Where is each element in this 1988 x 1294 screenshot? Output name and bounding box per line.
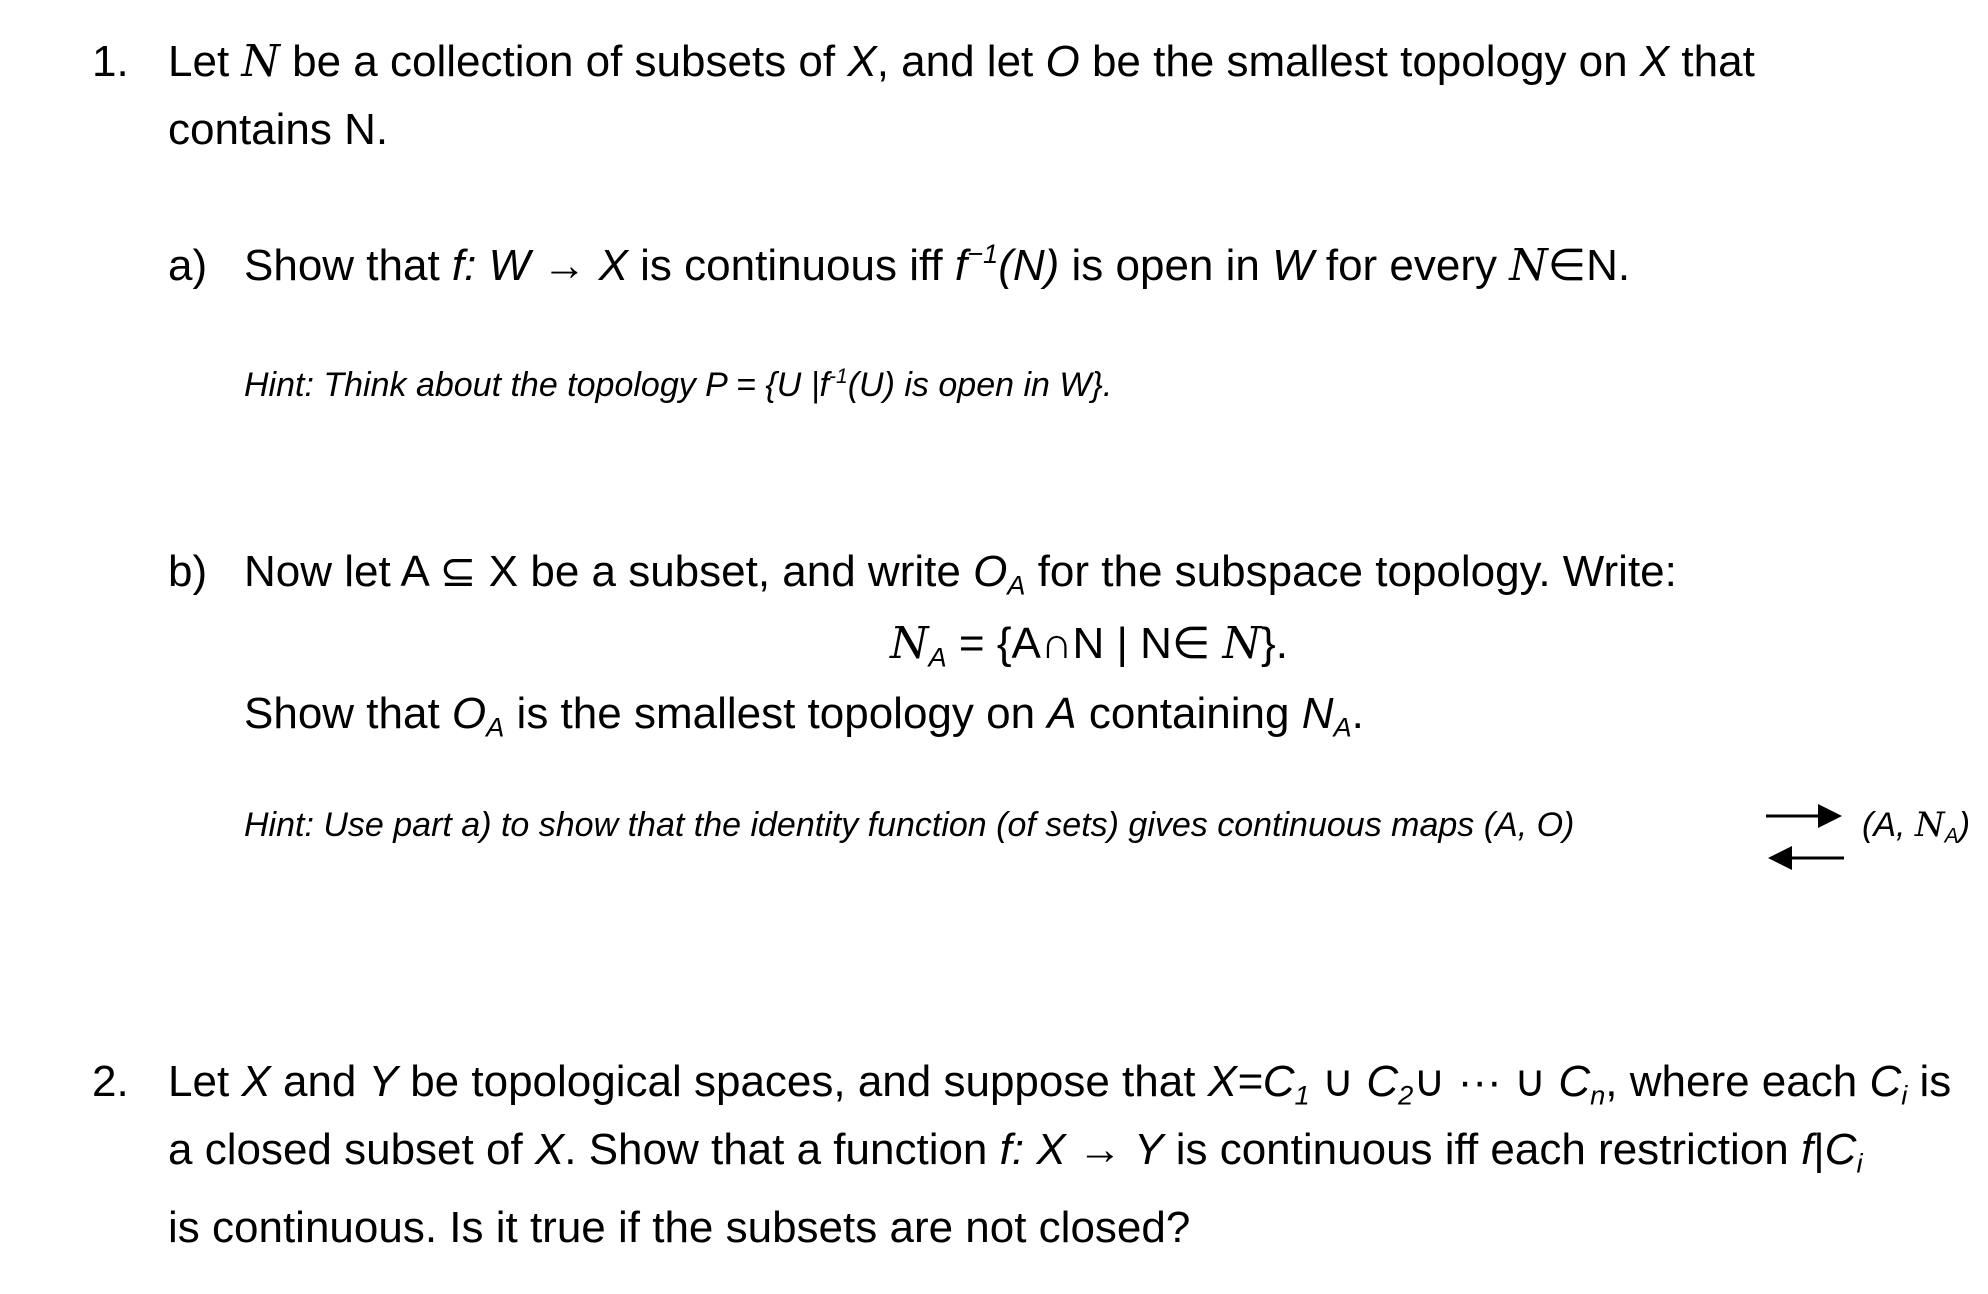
part-b-hint: Hint: Use part a) to show that the identity function (of sets) gives continuous maps (A, O) <box>244 806 1575 844</box>
part-b-statement-2: Show that $O_A$ is the smallest topology on A containing $N_A$. <box>244 689 1364 743</box>
problem-1-intro-line1: Let N be a collection of subsets of X, and let O be the smallest topology on X that <box>168 36 1755 87</box>
part-a-label: a) <box>168 241 208 290</box>
part-a-statement: Show that f: W → X is continuous iff $f^{-1}(N)$ is open in W for every N∈N. <box>244 238 1631 291</box>
bidirectional-arrows-icon <box>1762 800 1848 874</box>
part-b-hint-target: (A, $N_A$) <box>1862 805 1971 848</box>
part-b-statement: Now let A ⊆ X be a subset, and write $O_A$ for the subspace topology. Write: <box>244 547 1677 601</box>
part-a-hint: Hint: Think about the topology P = {U $|f^{-1}(U)$ is open in W}. <box>244 364 1113 404</box>
problem-2-line1: Let X and Y be topological spaces, and suppose that $X=C_1$ ∪ $C_2\cup$ ··· ∪ $C_n$, where each $C_i$ is <box>168 1057 1952 1111</box>
problem-1-number: 1. <box>92 37 129 86</box>
problem-2-line2: a closed subset of X. Show that a function f: X → Y is continuous iff each restriction $f|C_i$ <box>168 1125 1863 1179</box>
part-b-definition: $N_A$ = {A∩N | N∈ N}. <box>890 618 1288 673</box>
problem-2-line3: is continuous. Is it true if the subsets are not closed? <box>168 1203 1191 1252</box>
problem-2-number: 2. <box>92 1057 129 1106</box>
problem-1-intro-line2: contains N. <box>168 105 389 154</box>
part-b-label: b) <box>168 547 208 596</box>
script-n-symbol: N <box>241 36 280 87</box>
